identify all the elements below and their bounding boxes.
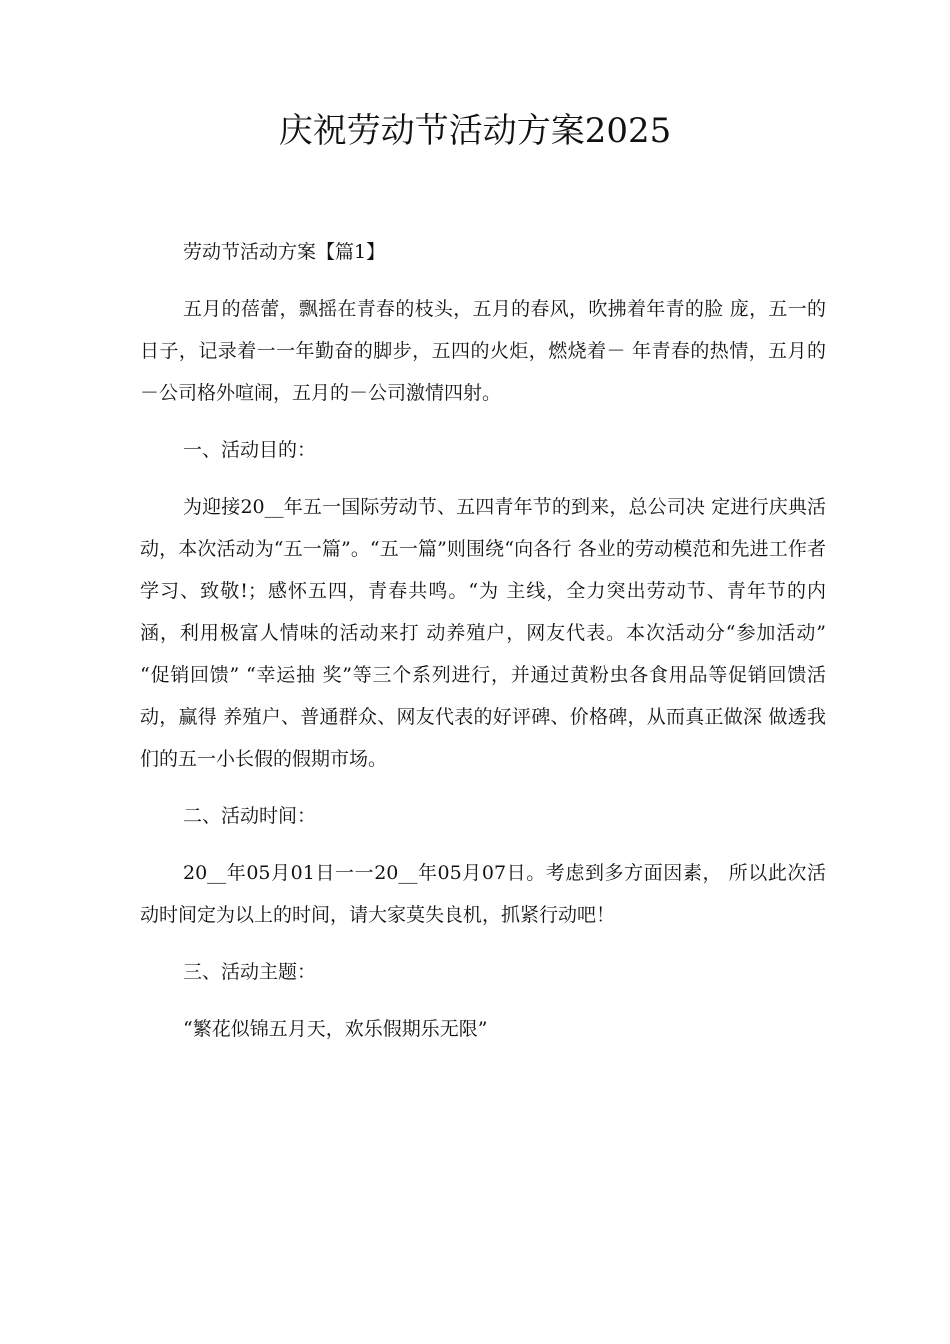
theme-paragraph: “繁花似锦五月天，欢乐假期乐无限”	[183, 1018, 488, 1040]
document-title: 庆祝劳动节活动方案2025	[278, 111, 672, 151]
section-heading-time: 二、活动时间：	[183, 805, 317, 827]
purpose-paragraph: 为迎接20__年五一国际劳动节、五四青年节的到来，总公司决 定进行庆典活动，本次活动为“五一篇”。“五一篇”则围绕“向各行 各业的劳动模范和先进工作者学习、致敬!；感怀五四，青春共鸣。“为 主线，全力突出劳动节、青年节的内涵，利用极富人情味的活动来打 动养殖户，网友代表。本次活动分“参加活动” “促销回馈” “幸运抽 奖”等三个系列进行，并通过黄粉虫各食用品等促销回馈活动，赢得 养殖户、普通群众、网友代表的好评碑、价格碑，从而真正做深 做透我们的五一小长假的假期市场。	[140, 496, 826, 770]
intro-paragraph: 五月的蓓蕾，飘摇在青春的枝头，五月的春风，吹拂着年青的脸 庞，五一的日子，记录着一一年勤奋的脚步，五四的火炬，燃烧着－ 年青春的热情，五月的－公司格外喧闹，五月的－公司激情四射。	[140, 298, 826, 404]
time-paragraph: 20__年05月01日一一20__年05月07日。考虑到多方面因素， 所以此次活动时间定为以上的时间，请大家莫失良机，抓紧行动吧！	[140, 862, 826, 926]
section-heading-purpose: 一、活动目的：	[183, 439, 317, 461]
section-heading-theme: 三、活动主题：	[183, 961, 317, 983]
document-body	[140, 231, 826, 1065]
section-heading-part-1: 劳动节活动方案【篇1】	[183, 241, 386, 263]
